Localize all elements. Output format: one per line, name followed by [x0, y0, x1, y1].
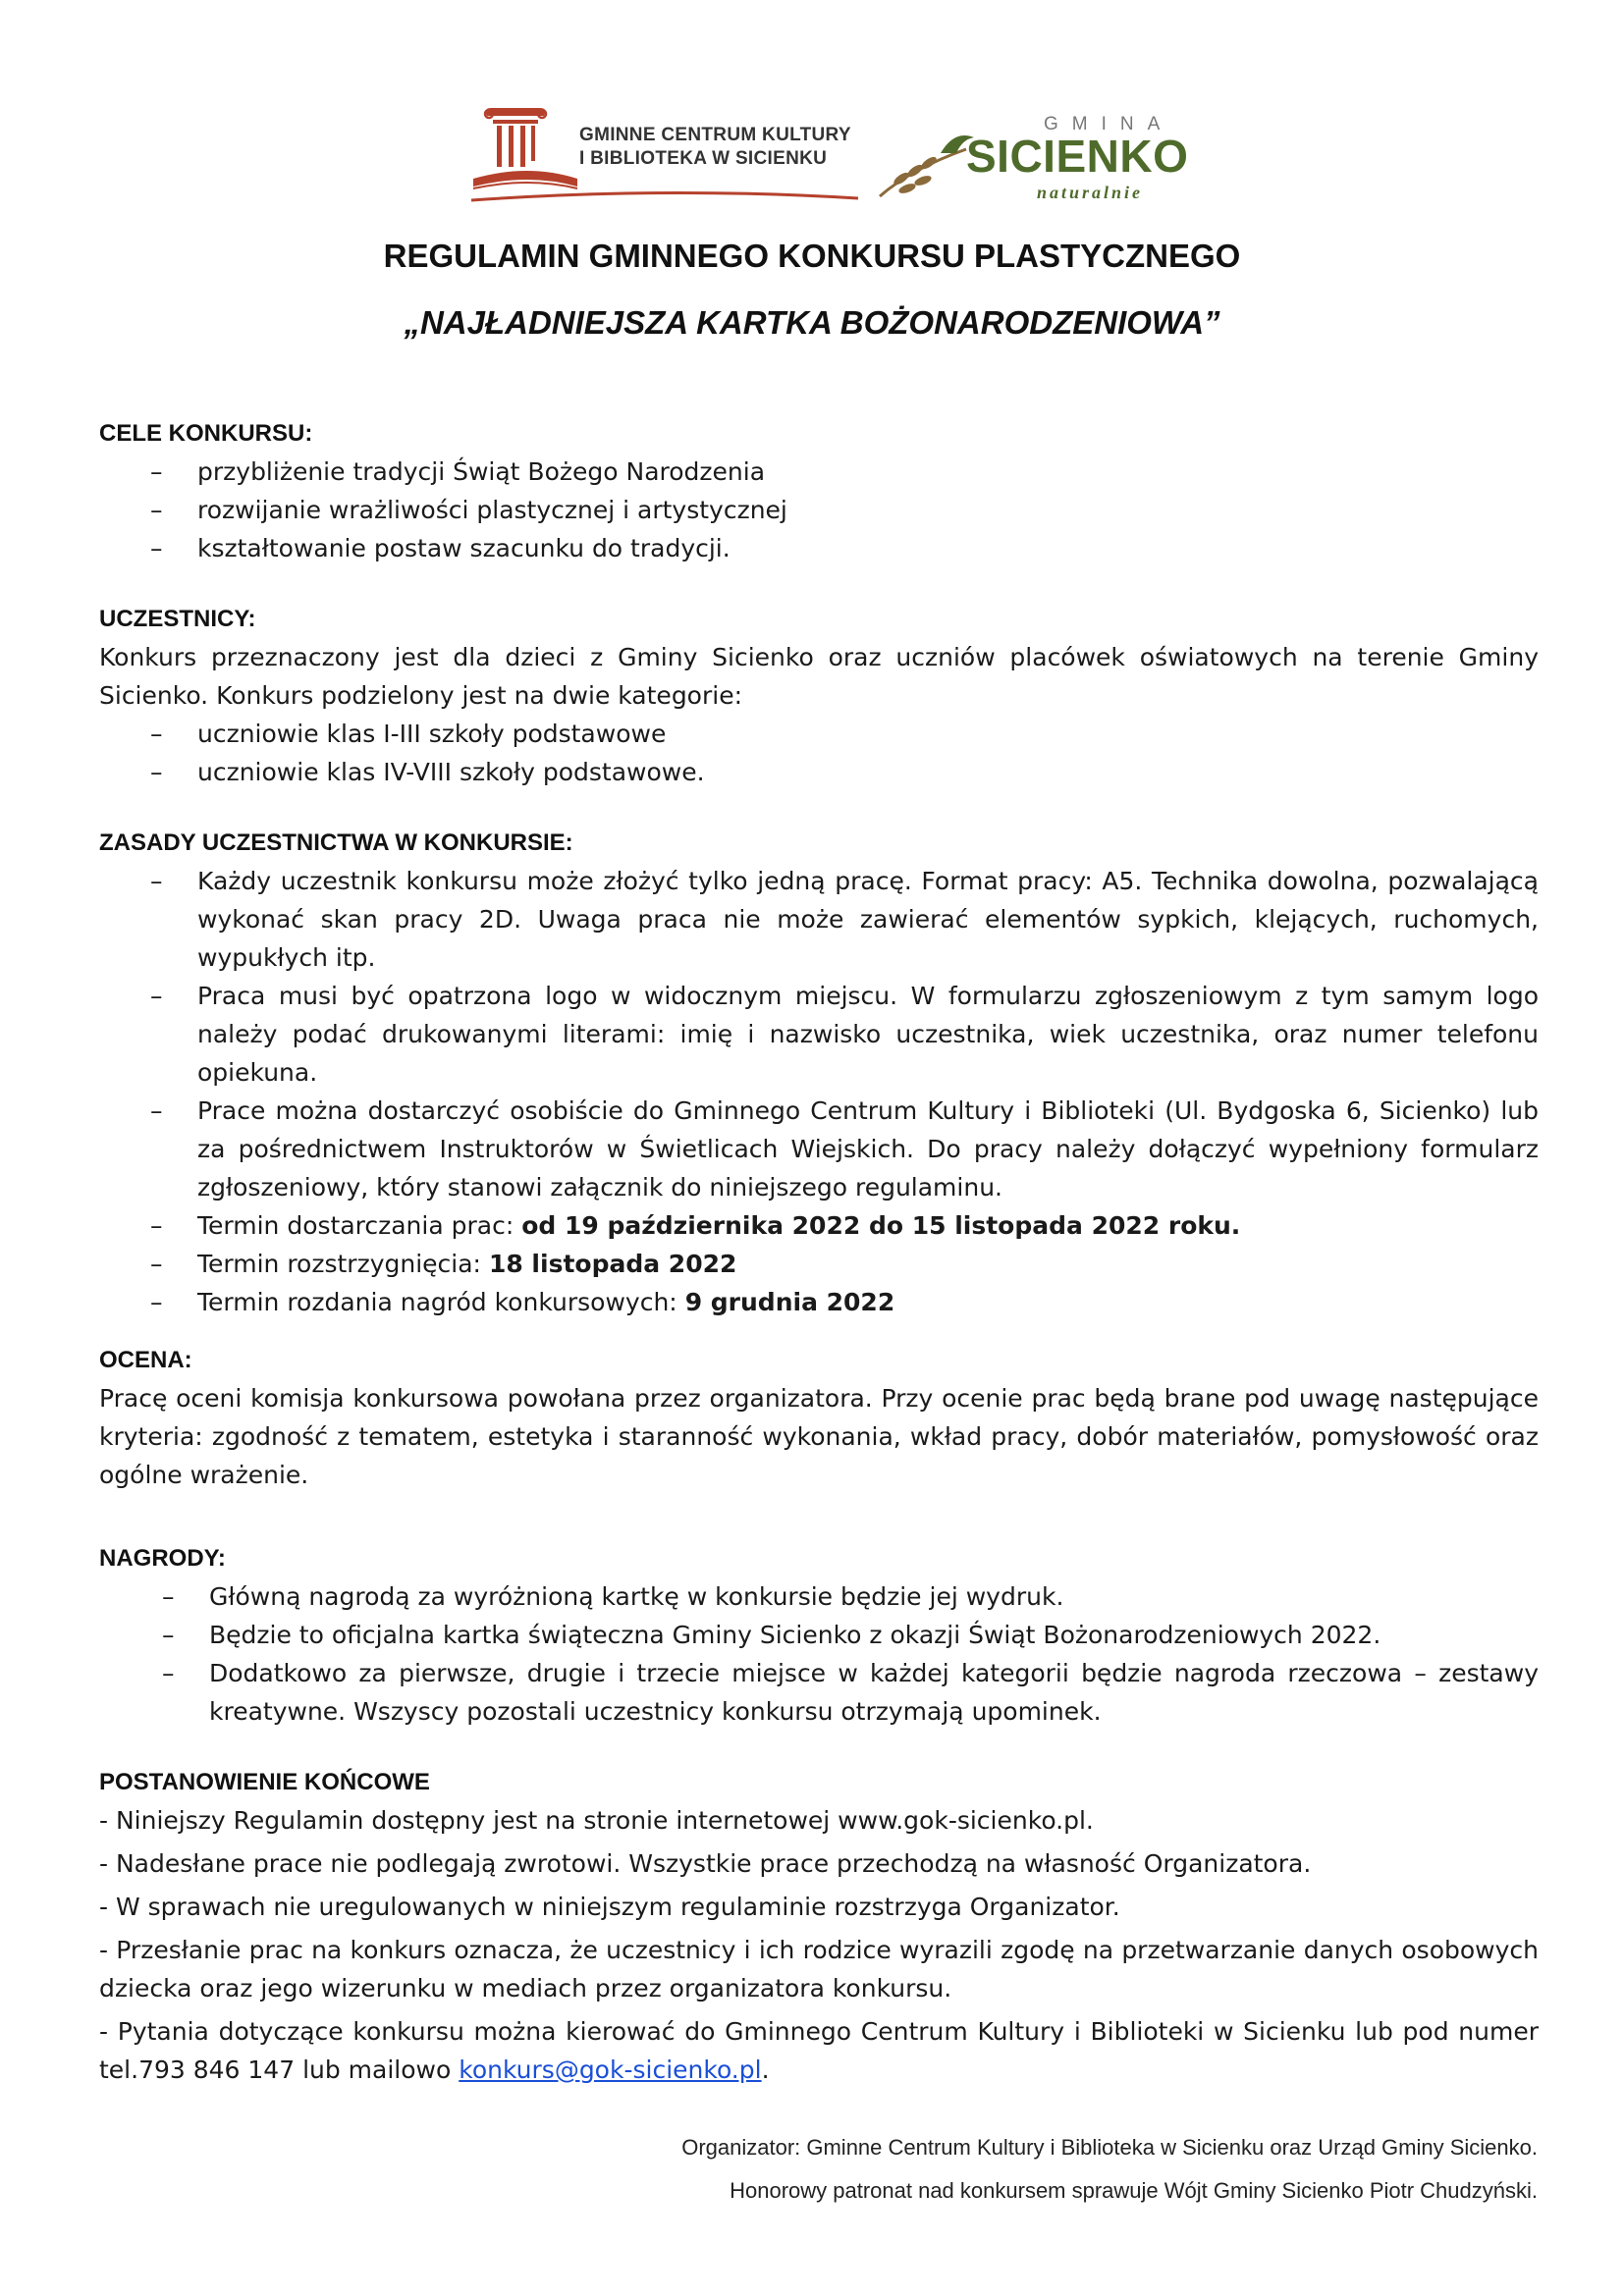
deadline-value: od 19 października 2022 do 15 listopada 2022 roku.	[521, 1211, 1241, 1240]
section-evaluation	[99, 1341, 1539, 1494]
list-item: – Prace można dostarczyć osobiście do Gminnego Centrum Kultury i Biblioteki (Ul. Bydgoska 6, Sicienko) lub za pośrednictwem Instruktorów w Świetlicach Wiejskich. Do pracy należy dołączyć wypełniony formularz zgłoszeniowy, który stanowi załącznik do niniejszego regulaminu.	[99, 1092, 1539, 1206]
list-item: – kształtowanie postaw szacunku do tradycji.	[99, 529, 1539, 567]
footer	[681, 2126, 1538, 2213]
dash-bullet: –	[150, 720, 163, 748]
list-item: – uczniowie klas I-III szkoły podstawowe	[99, 715, 1539, 753]
regulations-body	[99, 414, 1539, 2094]
list-item: – przybliżenie tradycji Świąt Bożego Narodzenia	[99, 453, 1539, 491]
gmina-tagline: naturalnie	[1037, 183, 1144, 202]
rules-heading: ZASADY UCZESTNICTWA W KONKURSIE:	[99, 829, 573, 856]
section-final-provisions	[99, 1763, 1539, 2089]
list-item: – Będzie to oficjalna kartka świąteczna Gminy Sicienko z okazji Świąt Bożonarodzeniowych 2022.	[99, 1616, 1539, 1654]
final-provision: - Niniejszy Regulamin dostępny jest na stronie internetowej www.gok-sicienko.pl.	[99, 1806, 1094, 1835]
prizes-heading: NAGRODY:	[99, 1545, 226, 1572]
wheat-bird-icon	[872, 110, 980, 208]
evaluation-heading: OCENA:	[99, 1347, 192, 1373]
section-rules	[99, 824, 1539, 1321]
list-item: – Każdy uczestnik konkursu może złożyć tylko jedną pracę. Format pracy: A5. Technika dowolna, pozwalającą wykonać skan pracy 2D. Uwaga praca nie może zawierać elementów sypkich, klejących, ruchomych, wypukłych itp.	[99, 862, 1539, 977]
dash-bullet: –	[162, 1621, 175, 1649]
list-item: – Główną nagrodą za wyróżnioną kartkę w konkursie będzie jej wydruk.	[99, 1577, 1539, 1616]
dash-bullet: –	[150, 1211, 163, 1240]
gmina-name: SICIENKO	[966, 131, 1189, 182]
list-item: – Dodatkowo za pierwsze, drugie i trzecie miejsce w każdej kategorii będzie nagroda rzeczowa – zestawy kreatywne. Wszyscy pozostali uczestnicy konkursu otrzymają upominek.	[99, 1654, 1539, 1731]
list-item: – rozwijanie wrażliwości plastycznej i artystycznej	[99, 491, 1539, 529]
organizer-line: Organizator: Gminne Centrum Kultury i Biblioteka w Sicienku oraz Urząd Gminy Sicienko.	[681, 2135, 1538, 2160]
gmina-label: GMINA	[1044, 114, 1174, 134]
resolution-item: – Termin rozstrzygnięcia: 18 listopada 2022	[99, 1245, 1539, 1283]
dash-bullet: –	[150, 534, 163, 562]
participants-heading: UCZESTNICY:	[99, 606, 256, 632]
section-prizes	[99, 1539, 1539, 1731]
list-item: – uczniowie klas IV-VIII szkoły podstawowe.	[99, 753, 1539, 791]
evaluation-paragraph: Pracę oceni komisja konkursowa powołana przez organizatora. Przy ocenie prac będą brane pod uwagę następujące kryteria: zgodność z tematem, estetyka i staranność wykonania, wkład pracy, dobór materiałów, pomysłowość oraz ogólne wrażenie.	[99, 1384, 1539, 1489]
dash-bullet: –	[162, 1582, 175, 1611]
dash-bullet: –	[150, 496, 163, 524]
section-participants	[99, 600, 1539, 791]
final-provision: - Przesłanie prac na konkurs oznacza, że uczestnicy i ich rodzice wyrazili zgodę na przetwarzanie danych osobowych dziecka oraz jego wizerunku w mediach przez organizatora konkursu.	[99, 1936, 1539, 2002]
dash-bullet: –	[162, 1659, 175, 1687]
dash-bullet: –	[150, 1250, 163, 1278]
dash-bullet: –	[150, 982, 163, 1010]
dash-bullet: –	[150, 867, 163, 895]
list-item: – Praca musi być opatrzona logo w widocznym miejscu. W formularzu zgłoszeniowym z tym samym logo należy podać drukowanymi literami: imię i nazwisko uczestnika, wiek uczestnika, oraz numer telefonu opiekuna.	[99, 977, 1539, 1092]
final-provision: - Nadesłane prace nie podlegają zwrotowi. Wszystkie prace przechodzą na własność Organizatora.	[99, 1849, 1312, 1878]
gmina-sicienko-logo	[872, 98, 1189, 211]
final-provision: - W sprawach nie uregulowanych w niniejszym regulaminie rozstrzyga Organizator.	[99, 1893, 1120, 1921]
contact-email-link[interactable]: konkurs@gok-sicienko.pl	[459, 2056, 762, 2084]
book-swoosh	[469, 188, 862, 208]
dash-bullet: –	[150, 758, 163, 786]
patron-line: Honorowy patronat nad konkursem sprawuje Wójt Gminy Sicienko Piotr Chudzyński.	[730, 2178, 1538, 2203]
header-logos	[469, 98, 1189, 216]
dash-bullet: –	[150, 1096, 163, 1125]
dash-bullet: –	[150, 1288, 163, 1316]
contest-name: „NAJŁADNIEJSZA KARTKA BOŻONARODZENIOWA”	[404, 304, 1220, 341]
final-provisions-heading: POSTANOWIENIE KOŃCOWE	[99, 1769, 430, 1795]
gck-logo-line1: GMINNE CENTRUM KULTURY	[579, 125, 851, 145]
deadline-item: – Termin dostarczania prac: od 19 października 2022 do 15 listopada 2022 roku.	[99, 1206, 1539, 1245]
document-title: REGULAMIN GMINNEGO KONKURSU PLASTYCZNEGO	[383, 238, 1241, 274]
section-goals	[99, 414, 1539, 567]
gck-logo	[469, 102, 862, 204]
goals-heading: CELE KONKURSU:	[99, 420, 313, 447]
awards-date-value: 9 grudnia 2022	[684, 1288, 895, 1316]
awards-date-item: – Termin rozdania nagród konkursowych: 9 grudnia 2022	[99, 1283, 1539, 1321]
gck-logo-line2: I BIBLIOTEKA W SICIENKU	[579, 148, 828, 169]
dash-bullet: –	[150, 457, 163, 486]
contact-provision: - Pytania dotyczące konkursu można kierować do Gminnego Centrum Kultury i Biblioteki w Sicienku lub pod numer tel.793 846 147 lub mailowo konkurs@gok-sicienko.pl.	[99, 2017, 1539, 2084]
resolution-value: 18 listopada 2022	[488, 1250, 737, 1278]
participants-paragraph: Konkurs przeznaczony jest dla dzieci z Gminy Sicienko oraz uczniów placówek oświatowych na terenie Gminy Sicienko. Konkurs podzielony jest na dwie kategorie:	[99, 643, 1539, 710]
